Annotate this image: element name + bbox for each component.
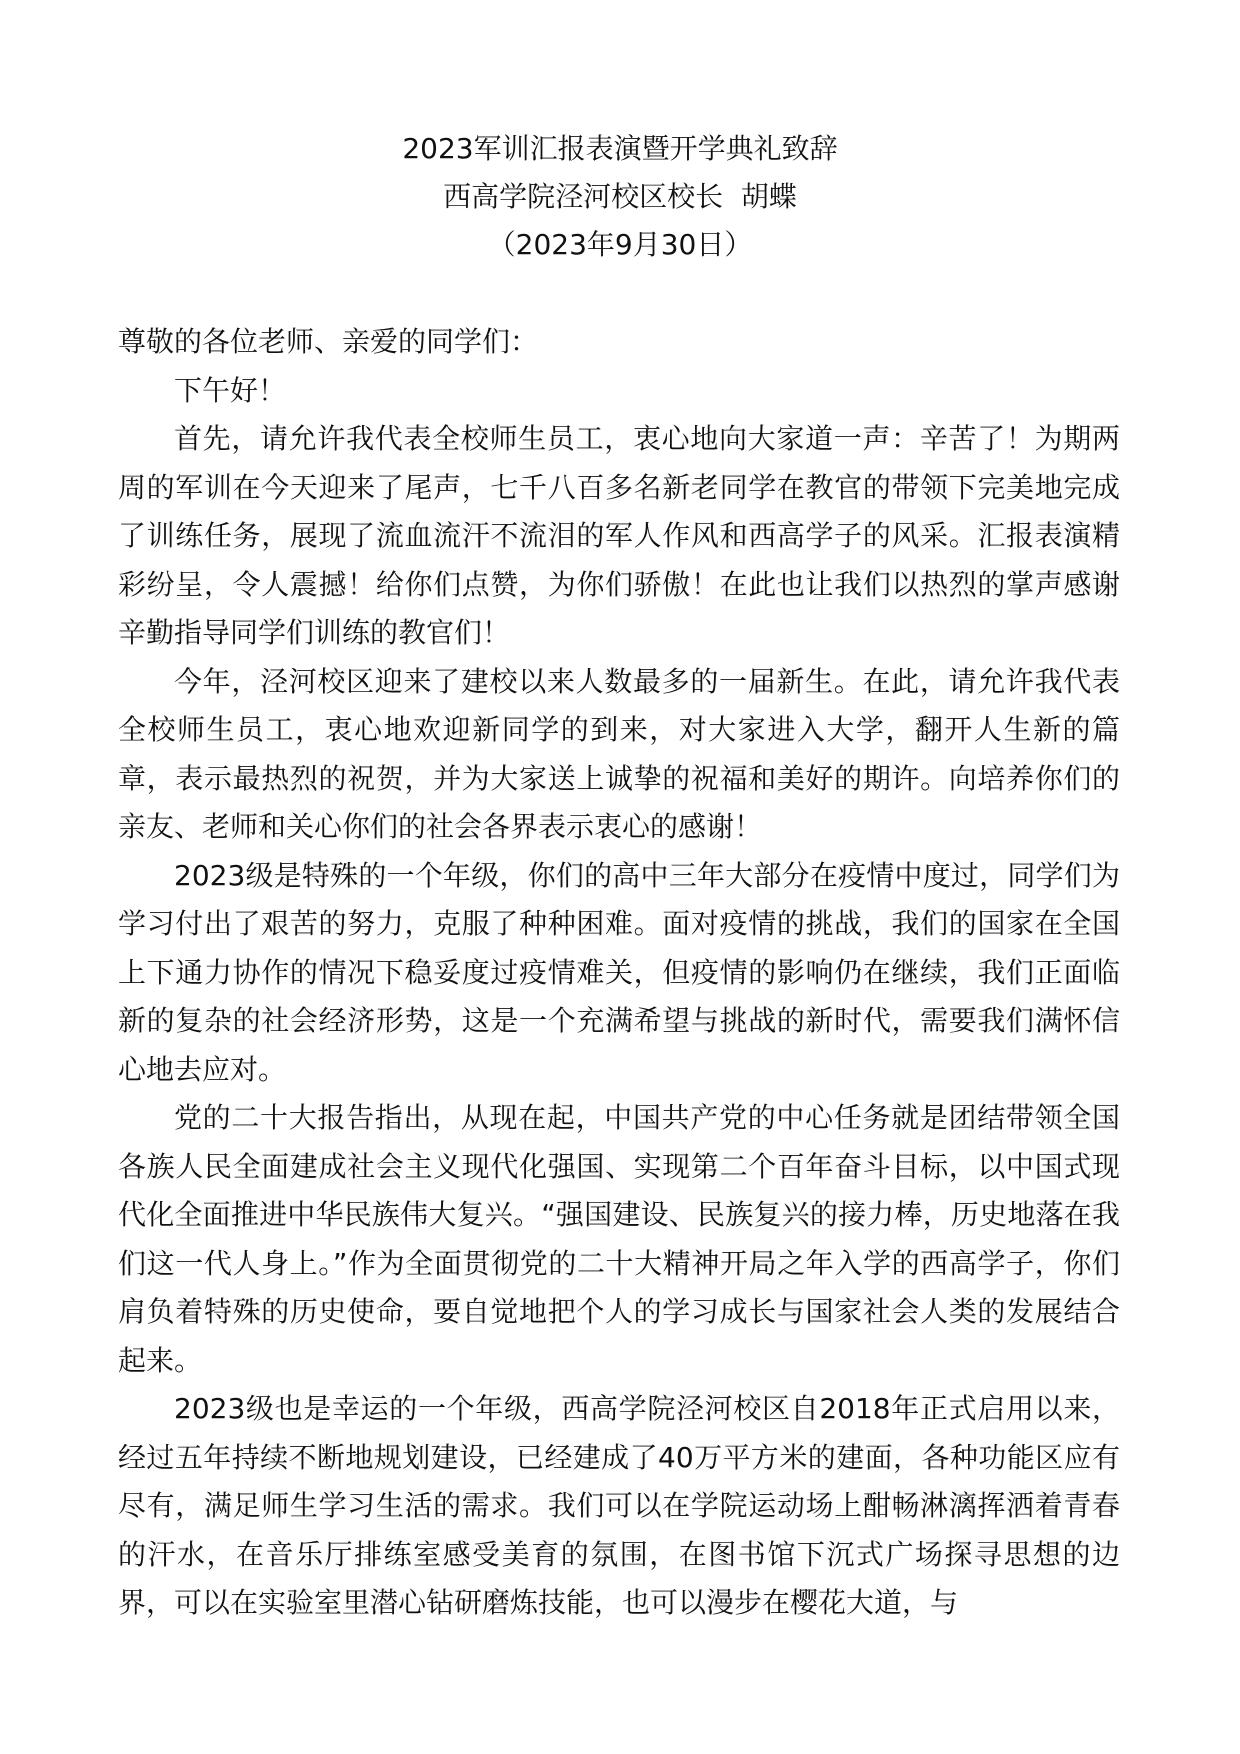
date-line: （2023年9月30日） bbox=[487, 228, 753, 261]
document-title: 2023军训汇报表演暨开学典礼致辞 bbox=[402, 132, 838, 165]
paragraph-special-class: 2023级是特殊的一个年级，你们的高中三年大部分在疫情中度过，同学们为学习付出了艰苦的努力，克服了种种困难。面对疫情的挑战，我们的国家在全国上下通力协作的情况下稳妥度过疫情难关，但疫情的影响仍在继续，我们正面临新的复杂的社会经济形势，这是一个充满希望与挑战的新时代，需要我们满怀信心地去应对。 bbox=[118, 858, 1120, 1086]
paragraph-welcome: 今年，泾河校区迎来了建校以来人数最多的一届新生。在此，请允许我代表全校师生员工，衷心地欢迎新同学的到来，对大家进入大学，翻开人生新的篇章，表示最热烈的祝贺，并为大家送上诚挚的祝福和美好的期许。向培养你们的亲友、老师和关心你们的社会各界表示衷心的感谢！ bbox=[118, 664, 1120, 843]
speech-body bbox=[118, 318, 1120, 1628]
document-header bbox=[0, 125, 1240, 269]
paragraph-thanks: 首先，请允许我代表全校师生员工，衷心地向大家道一声：辛苦了！为期两周的军训在今天迎来了尾声，七千八百多名新老同学在教官的带领下完美地完成了训练任务，展现了流血流汗不流泪的军人作风和西高学子的风采。汇报表演精彩纷呈，令人震撼！给你们点赞，为你们骄傲！在此也让我们以热烈的掌声感谢辛勤指导同学们训练的教官们！ bbox=[118, 422, 1120, 649]
paragraph-greeting: 下午好！ bbox=[174, 373, 287, 407]
paragraph-campus: 2023级也是幸运的一个年级，西高学院泾河校区自2018年正式启用以来，经过五年持续不断地规划建设，已经建成了40万平方米的建面，各种功能区应有尽有，满足师生学习生活的需求。我们可以在学院运动场上酣畅淋漓挥洒着青春的汗水，在音乐厅排练室感受美育的氛围，在图书馆下沉式广场探寻思想的边界，可以在实验室里潜心钻研磨炼技能，也可以漫步在樱花大道，与 bbox=[118, 1392, 1120, 1619]
salutation: 尊敬的各位老师、亲爱的同学们： bbox=[118, 325, 539, 358]
paragraph-mission: 党的二十大报告指出，从现在起，中国共产党的中心任务就是团结带领全国各族人民全面建成社会主义现代化强国、实现第二个百年奋斗目标，以中国式现代化全面推进中华民族伟大复兴。“强国建设、民族复兴的接力棒，历史地落在我们这一代人身上。”作为全面贯彻党的二十大精神开局之年入学的西高学子，你们肩负着特殊的历史使命，要自觉地把个人的学习成长与国家社会人类的发展结合起来。 bbox=[118, 1101, 1120, 1377]
author-line: 西高学院泾河校区校长 胡蝶 bbox=[443, 180, 797, 213]
